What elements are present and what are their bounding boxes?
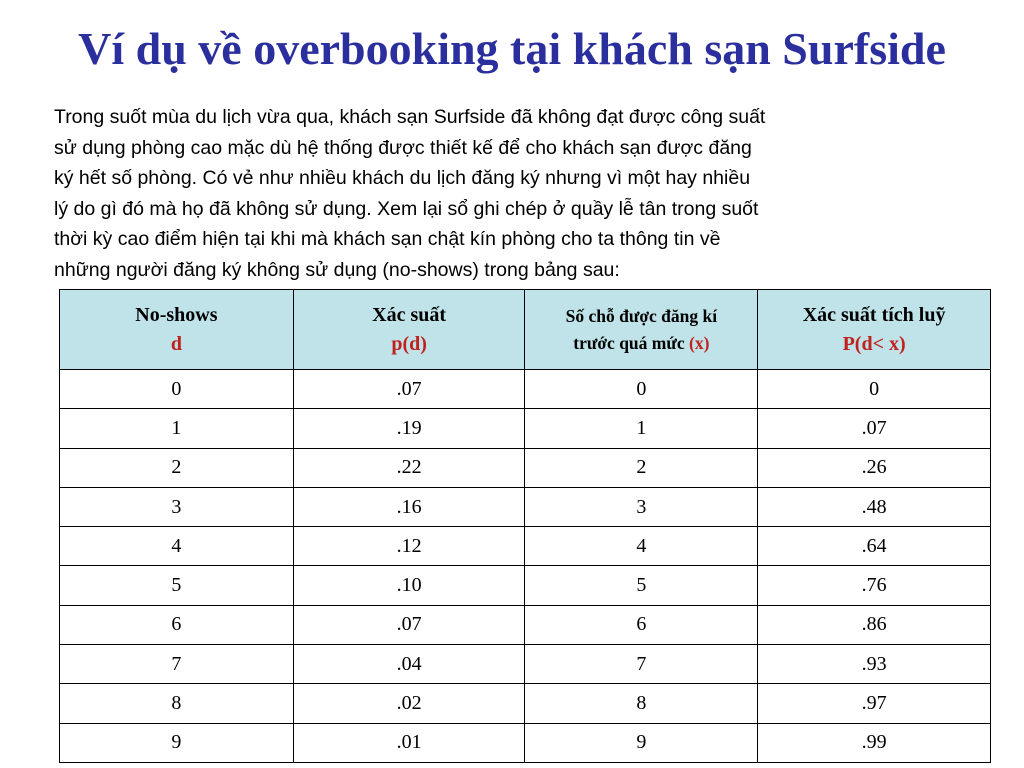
- cell-overbooked: 0: [525, 370, 758, 409]
- header-no-shows: [60, 290, 294, 370]
- table-row: [60, 487, 991, 526]
- intro-line: ký hết số phòng. Có vẻ như nhiều khách du lịch đăng ký nhưng vì một hay nhiều: [54, 167, 751, 189]
- header-label: No-shows: [135, 303, 218, 326]
- slide-title: Ví dụ về overbooking tại khách sạn Surfside: [78, 23, 946, 74]
- cell-no-shows: 9: [60, 723, 294, 762]
- cell-probability: .19: [293, 409, 525, 448]
- cell-cumulative: .26: [758, 448, 991, 487]
- table-row: [60, 566, 991, 605]
- cell-overbooked: 6: [525, 605, 758, 644]
- intro-paragraph: [54, 102, 994, 285]
- intro-line: những người đăng ký không sử dụng (no-shows) trong bảng sau:: [54, 258, 620, 281]
- header-overbooked-seats: [525, 290, 758, 370]
- table-row: [60, 723, 991, 762]
- cell-probability: .07: [293, 370, 525, 409]
- header-label: Xác suất tích luỹ: [802, 303, 946, 326]
- cell-no-shows: 5: [60, 566, 294, 605]
- header-label: Xác suất: [372, 303, 447, 326]
- table-row: [60, 370, 991, 409]
- header-label-line2: [525, 330, 757, 357]
- cell-no-shows: 1: [60, 409, 294, 448]
- intro-line: Trong suốt mùa du lịch vừa qua, khách sạn Surfside đã không đạt được công suất: [54, 106, 766, 128]
- cell-overbooked: 9: [525, 723, 758, 762]
- cell-overbooked: 8: [525, 684, 758, 723]
- header-symbol: p(d): [391, 332, 427, 355]
- table-row: [60, 645, 991, 684]
- cell-no-shows: 4: [60, 527, 294, 566]
- table-row: [60, 527, 991, 566]
- cell-no-shows: 2: [60, 448, 294, 487]
- cell-probability: .01: [293, 723, 525, 762]
- cell-probability: .16: [293, 487, 525, 526]
- header-symbol: (x): [689, 332, 710, 353]
- cell-cumulative: .76: [758, 566, 991, 605]
- cell-no-shows: 3: [60, 487, 294, 526]
- cell-probability: .10: [293, 566, 525, 605]
- cell-no-shows: 8: [60, 684, 294, 723]
- header-cumulative-probability: [758, 290, 991, 370]
- cell-cumulative: .07: [758, 409, 991, 448]
- header-label-part: trước quá mức: [573, 332, 690, 353]
- header-label: Số chỗ được đăng kí: [565, 305, 718, 326]
- intro-line: lý do gì đó mà họ đã không sử dụng. Xem lại sổ ghi chép ở quầy lễ tân trong suốt: [54, 197, 759, 220]
- cell-cumulative: .86: [758, 605, 991, 644]
- cell-overbooked: 5: [525, 566, 758, 605]
- intro-line: sử dụng phòng cao mặc dù hệ thống được thiết kế để cho khách sạn được đăng: [54, 136, 752, 159]
- table-row: [60, 409, 991, 448]
- cell-cumulative: 0: [758, 370, 991, 409]
- cell-cumulative: .48: [758, 487, 991, 526]
- cell-cumulative: .64: [758, 527, 991, 566]
- table-row: [60, 605, 991, 644]
- cell-overbooked: 2: [525, 448, 758, 487]
- table-header-row: [60, 290, 991, 370]
- table-row: [60, 684, 991, 723]
- cell-probability: .04: [293, 645, 525, 684]
- cell-cumulative: .97: [758, 684, 991, 723]
- intro-line: thời kỳ cao điểm hiện tại khi mà khách sạn chật kín phòng cho ta thông tin về: [54, 228, 721, 250]
- cell-no-shows: 7: [60, 645, 294, 684]
- cell-overbooked: 7: [525, 645, 758, 684]
- cell-probability: .22: [293, 448, 525, 487]
- cell-no-shows: 6: [60, 605, 294, 644]
- header-symbol: P(d< x): [842, 332, 906, 355]
- cell-probability: .12: [293, 527, 525, 566]
- cell-cumulative: .99: [758, 723, 991, 762]
- no-shows-table: [59, 289, 991, 763]
- header-symbol: d: [170, 332, 182, 355]
- cell-overbooked: 1: [525, 409, 758, 448]
- cell-probability: .07: [293, 605, 525, 644]
- cell-overbooked: 3: [525, 487, 758, 526]
- cell-overbooked: 4: [525, 527, 758, 566]
- header-probability: [293, 290, 525, 370]
- cell-no-shows: 0: [60, 370, 294, 409]
- cell-probability: .02: [293, 684, 525, 723]
- cell-cumulative: .93: [758, 645, 991, 684]
- table-row: [60, 448, 991, 487]
